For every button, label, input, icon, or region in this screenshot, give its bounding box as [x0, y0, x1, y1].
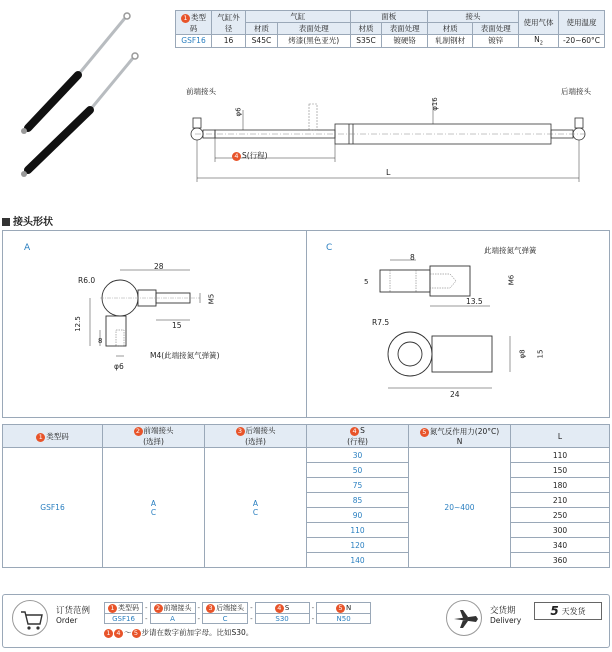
- sel-length: 210: [511, 493, 610, 508]
- a-dim-8: 8: [98, 337, 103, 345]
- sel-col-type: 1 类型码: [3, 425, 103, 448]
- sel-length: 300: [511, 523, 610, 538]
- selection-table: [2, 424, 610, 568]
- delivery-title: 交货期: [490, 606, 516, 616]
- sel-col-front: 2 前端接头 (选择): [103, 425, 205, 448]
- cell-joint-material: 轧制钢材: [427, 35, 473, 48]
- order-title: 订货范例: [56, 606, 91, 616]
- cell-panel-material: S35C: [350, 35, 382, 48]
- order-value: A: [150, 614, 195, 624]
- rear-joint-label: 后端接头: [561, 87, 591, 96]
- sel-front: A C: [103, 448, 205, 568]
- dim-phi16: φ16: [430, 97, 439, 111]
- c-dim-r7-5: R7.5: [372, 318, 390, 327]
- order-sep: -: [311, 604, 315, 612]
- sel-col-rear: 3 后端接头 (选择): [205, 425, 307, 448]
- col-diameter: 气缸外径: [212, 11, 246, 35]
- sel-length: 250: [511, 508, 610, 523]
- sel-stroke: 75: [307, 478, 409, 493]
- product-photo: [0, 0, 170, 205]
- cell-panel-surface: 镀硬铬: [382, 35, 428, 48]
- sub-surface: 表面处理: [473, 23, 519, 35]
- col-gas: 使用气体: [519, 11, 559, 35]
- sel-length: 180: [511, 478, 610, 493]
- sel-type: GSF16: [3, 448, 103, 568]
- group-cylinder: 气缸: [246, 11, 351, 23]
- sel-col-stroke: 4 S (行程): [307, 425, 409, 448]
- sel-length: 150: [511, 463, 610, 478]
- delivery-en: Delivery: [490, 616, 522, 625]
- col-temp: 使用温度: [559, 11, 605, 35]
- table-row: [3, 448, 610, 463]
- dim-phi6: φ6: [234, 107, 243, 117]
- sel-length: 340: [511, 538, 610, 553]
- joint-section-title: 接头形状: [2, 213, 53, 228]
- badge-1: 1: [181, 14, 190, 23]
- airplane-icon: [446, 600, 482, 636]
- a-dim-m4-note: M4(此端接氮气弹簧): [150, 351, 220, 360]
- sub-material: 材质: [350, 23, 382, 35]
- sel-stroke: 50: [307, 463, 409, 478]
- c-dim-15: 15: [536, 349, 545, 359]
- delivery-box: [534, 602, 602, 620]
- order-sep: -: [250, 614, 253, 623]
- joint-c-drawing: [360, 250, 560, 400]
- order-sep: -: [250, 604, 253, 612]
- order-sep: -: [197, 604, 201, 612]
- joint-divider: [306, 230, 307, 418]
- order-value: C: [203, 614, 248, 624]
- delivery-days: 5: [550, 604, 559, 618]
- order-label: 4 S: [255, 603, 309, 614]
- sub-material: 材质: [427, 23, 473, 35]
- order-label: 1 类型码: [105, 603, 143, 614]
- length-label: L: [386, 168, 391, 177]
- sel-col-length: L: [511, 425, 610, 448]
- sel-col-force: 5 氮气反作用力(20°C) N: [409, 425, 511, 448]
- cell-diameter: 16: [212, 35, 246, 48]
- order-sep: -: [145, 604, 148, 612]
- sel-stroke: 90: [307, 508, 409, 523]
- sel-stroke: 140: [307, 553, 409, 568]
- a-dim-r6: R6.0: [78, 276, 96, 285]
- c-dim-phi8: φ8: [518, 349, 527, 359]
- c-dim-13-5: 13.5: [466, 297, 483, 306]
- order-label: 5 N: [317, 603, 371, 614]
- col-type: 类型码: [189, 12, 206, 33]
- a-dim-m5: M5: [207, 293, 216, 305]
- a-dim-phi6: φ6: [114, 362, 124, 371]
- a-dim-12-5: 12.5: [73, 316, 82, 332]
- order-table: [104, 602, 371, 624]
- sel-stroke: 30: [307, 448, 409, 463]
- cell-gas: $N_2$: [519, 35, 559, 48]
- spec-table: [175, 10, 605, 48]
- group-panel: 面板: [350, 11, 427, 23]
- front-joint-label: 前端接头: [186, 87, 216, 96]
- c-note: 此端接氮气弹簧: [484, 246, 537, 255]
- order-value: GSF16: [105, 614, 143, 624]
- sel-length: 360: [511, 553, 610, 568]
- order-value: N50: [317, 614, 371, 624]
- a-dim-28: 28: [154, 262, 164, 271]
- sel-stroke: 120: [307, 538, 409, 553]
- sub-surface: 表面处理: [277, 23, 350, 35]
- order-label: 3 后端接头: [203, 603, 248, 614]
- c-dim-m6: M6: [507, 274, 516, 286]
- sel-force: 20~400: [409, 448, 511, 568]
- sel-stroke: 110: [307, 523, 409, 538]
- group-joint: 接头: [427, 11, 518, 23]
- delivery-unit: 天发货: [561, 606, 586, 616]
- sub-material: 材质: [246, 23, 278, 35]
- order-title-en: Order: [56, 616, 78, 625]
- sel-length: 110: [511, 448, 610, 463]
- order-sep: -: [197, 614, 201, 623]
- sel-rear: A C: [205, 448, 307, 568]
- order-sep: -: [311, 614, 315, 623]
- sub-surface: 表面处理: [382, 23, 428, 35]
- a-dim-15: 15: [172, 321, 182, 330]
- selection-header-row: [3, 425, 610, 448]
- cell-type: GSF16: [176, 35, 212, 48]
- order-sep: -: [145, 614, 148, 623]
- order-value: S30: [255, 614, 309, 624]
- c-dim-24: 24: [450, 390, 460, 399]
- c-dim-5: 5: [364, 278, 369, 286]
- c-dim-8: 8: [410, 253, 415, 262]
- cell-cyl-material: S45C: [246, 35, 278, 48]
- cell-temp: -20~60°C: [559, 35, 605, 48]
- stroke-label: 4 S(行程): [232, 150, 268, 161]
- sel-stroke: 85: [307, 493, 409, 508]
- joint-c-label: C: [326, 243, 333, 253]
- cell-cyl-surface: 烤漆(黑色亚光): [277, 35, 350, 48]
- joint-a-label: A: [24, 243, 31, 253]
- cart-icon: [12, 600, 48, 636]
- cell-joint-surface: 镀锌: [473, 35, 519, 48]
- order-label: 2 前端接头: [150, 603, 195, 614]
- order-note: 1 4 ～ 5 步请在数字前加字母。比如S30。: [104, 627, 253, 638]
